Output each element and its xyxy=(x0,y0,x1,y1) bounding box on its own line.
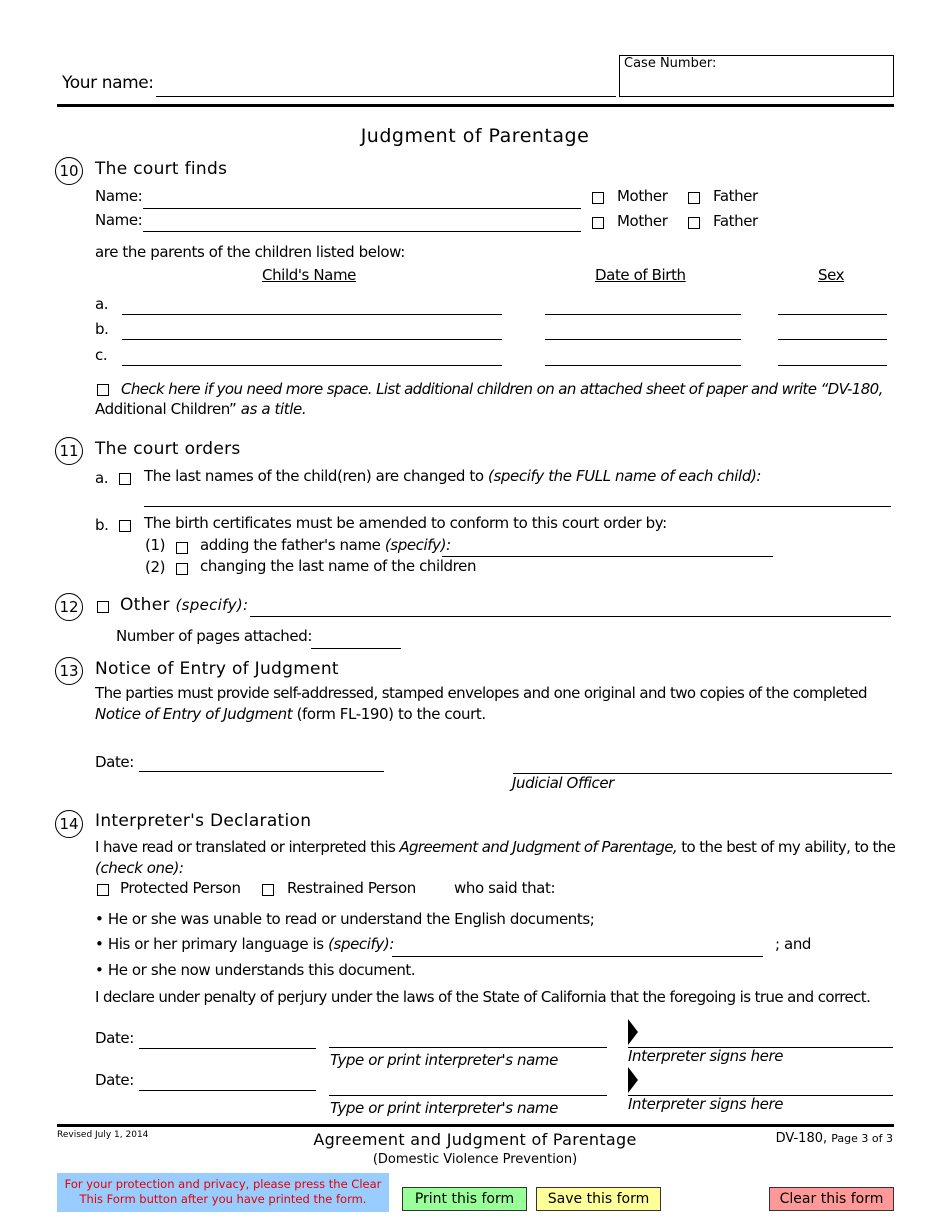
father-checkbox-2[interactable] xyxy=(688,217,700,229)
case-number-box[interactable] xyxy=(619,55,894,97)
declaration-text: I declare under penalty of perjury under the laws of the State of California that the foregoing is true and correct. xyxy=(95,988,871,1006)
child-b-name-input[interactable] xyxy=(122,339,502,340)
father-checkbox-1[interactable] xyxy=(688,192,700,204)
footer-form-subtitle: (Domestic Violence Prevention) xyxy=(372,1152,578,1167)
privacy-notice-line-2: This Form button after you have printed the form. xyxy=(79,1192,367,1206)
row-b-label: b. xyxy=(95,320,109,338)
protected-person-checkbox[interactable] xyxy=(97,884,109,896)
section-14-heading: Interpreter's Declaration xyxy=(95,811,312,831)
other-checkbox[interactable] xyxy=(97,601,109,613)
order-a-specify: (specify the FULL name of each child): xyxy=(488,467,762,485)
other-specify: (specify): xyxy=(175,596,249,614)
mother-label-1: Mother xyxy=(617,187,668,205)
child-a-name-input[interactable] xyxy=(122,314,502,315)
your-name-input[interactable] xyxy=(156,96,616,97)
order-b2-text: changing the last name of the children xyxy=(200,557,477,575)
other-input[interactable] xyxy=(250,616,891,617)
additional-children-title: Additional Children” xyxy=(95,400,237,418)
mother-checkbox-2[interactable] xyxy=(592,217,604,229)
order-a-label: a. xyxy=(95,469,109,487)
protected-person-label: Protected Person xyxy=(120,879,241,897)
footer-form-id xyxy=(776,1131,893,1146)
parent-name-1-input[interactable] xyxy=(143,208,581,209)
primary-language-input[interactable] xyxy=(392,956,763,957)
form-id: DV-180, xyxy=(775,1131,828,1146)
bullet-3-text: He or she now understands this document. xyxy=(107,961,416,979)
sign-arrow-icon xyxy=(628,1019,638,1045)
bullet-2-end: ; and xyxy=(775,935,812,953)
child-a-dob-input[interactable] xyxy=(545,314,741,315)
section-12-number: 12 xyxy=(55,593,83,621)
order-b2-label: (2) xyxy=(145,558,166,576)
date-label-14b: Date: xyxy=(95,1071,134,1089)
new-child-names-input[interactable] xyxy=(144,506,891,507)
section-13-number: 13 xyxy=(55,657,83,685)
order-b1-main-text: adding the father's name xyxy=(200,536,385,554)
restrained-person-label: Restrained Person xyxy=(287,879,416,897)
interpreter-text-1b: to the best of my ability, to the xyxy=(677,838,896,856)
notice-form-name: Notice of Entry of Judgment xyxy=(95,705,293,723)
section-10-heading: The court finds xyxy=(95,159,228,179)
order-a-text xyxy=(144,467,761,485)
header-rule xyxy=(57,104,894,107)
father-label-1: Father xyxy=(713,187,758,205)
col-sex: Sex xyxy=(818,266,845,284)
bullet-2: • His or her primary language is (specify): xyxy=(95,935,394,953)
page-number: Page 3 of 3 xyxy=(831,1132,893,1145)
notice-form-ref: (form FL-190) to the court. xyxy=(292,705,486,723)
notice-text-2 xyxy=(95,705,486,723)
more-space-text-2 xyxy=(95,400,306,418)
more-space-text-1: Check here if you need more space. List additional children on an attached sheet of paper and write “DV-180, xyxy=(121,380,883,398)
judicial-officer-label: Judicial Officer xyxy=(512,774,614,792)
order-b1-text xyxy=(200,536,451,554)
order-b-checkbox[interactable] xyxy=(119,520,131,532)
more-space-checkbox[interactable] xyxy=(97,384,109,396)
clear-form-button[interactable]: Clear this form xyxy=(769,1187,894,1211)
save-form-button[interactable]: Save this form xyxy=(536,1187,661,1211)
date-label-13: Date: xyxy=(95,753,134,771)
notice-text-1: The parties must provide self-addressed, stamped envelopes and one original and two copies of the completed xyxy=(95,684,867,702)
section-14-number: 14 xyxy=(55,810,83,838)
as-a-title: as a title. xyxy=(236,400,307,418)
child-c-name-input[interactable] xyxy=(122,365,502,366)
signs-here-label-2: Interpreter signs here xyxy=(628,1095,784,1113)
footer-rule xyxy=(57,1124,894,1127)
print-form-button[interactable]: Print this form xyxy=(402,1187,527,1211)
order-b-text: The birth certificates must be amended to conform to this court order by: xyxy=(144,514,667,532)
bullet-3: • He or she now understands this document. xyxy=(95,961,416,979)
signs-here-label-1: Interpreter signs here xyxy=(628,1047,784,1065)
pages-attached-label: Number of pages attached: xyxy=(116,627,313,645)
section-10-number: 10 xyxy=(55,157,83,185)
print-name-label-2: Type or print interpreter's name xyxy=(330,1099,558,1117)
child-c-dob-input[interactable] xyxy=(545,365,741,366)
bullet-1-text: He or she was unable to read or understand the English documents; xyxy=(107,910,595,928)
privacy-notice xyxy=(57,1173,389,1212)
footer-form-title: Agreement and Judgment of Parentage xyxy=(313,1130,637,1149)
print-name-label-1: Type or print interpreter's name xyxy=(330,1051,558,1069)
name-label-2: Name: xyxy=(95,211,143,229)
child-c-sex-input[interactable] xyxy=(778,365,887,366)
mother-label-2: Mother xyxy=(617,212,668,230)
row-a-label: a. xyxy=(95,295,109,313)
privacy-notice-line-1: For your protection and privacy, please press the Clear xyxy=(64,1177,382,1191)
bullet-2-specify: (specify): xyxy=(328,935,394,953)
revised-date: Revised July 1, 2014 xyxy=(57,1130,149,1140)
order-b1-checkbox[interactable] xyxy=(176,542,188,554)
col-child-name: Child's Name xyxy=(262,266,356,284)
order-b1-label: (1) xyxy=(145,536,166,554)
interpreter-date-2-input[interactable] xyxy=(139,1090,316,1091)
order-b1-specify: (specify): xyxy=(384,536,451,554)
father-label-2: Father xyxy=(713,212,758,230)
interpreter-name-1-input[interactable] xyxy=(329,1047,607,1048)
check-one-text: (check one): xyxy=(95,859,184,877)
other-heading xyxy=(120,595,248,615)
col-date-of-birth: Date of Birth xyxy=(595,266,686,284)
section-11-heading: The court orders xyxy=(95,439,241,459)
mother-checkbox-1[interactable] xyxy=(592,192,604,204)
child-b-sex-input[interactable] xyxy=(778,339,887,340)
pages-attached-input[interactable] xyxy=(311,648,401,649)
interpreter-doc-name: Agreement and Judgment of Parentage, xyxy=(399,838,678,856)
judgment-date-input[interactable] xyxy=(139,771,384,772)
bullet-2-text: His or her primary language is xyxy=(107,935,329,953)
your-name-label: Your name: xyxy=(62,73,154,93)
interpreter-text-1 xyxy=(95,838,895,856)
bullet-1: • He or she was unable to read or understand the English documents; xyxy=(95,910,595,928)
date-label-14a: Date: xyxy=(95,1029,134,1047)
other-label: Other xyxy=(120,595,176,615)
order-a-checkbox[interactable] xyxy=(119,473,131,485)
order-a-main-text: The last names of the child(ren) are changed to xyxy=(144,467,489,485)
order-b2-checkbox[interactable] xyxy=(176,563,188,575)
restrained-person-checkbox[interactable] xyxy=(262,884,274,896)
interpreter-date-1-input[interactable] xyxy=(139,1048,316,1049)
page-title: Judgment of Parentage xyxy=(360,125,590,147)
section-11-number: 11 xyxy=(55,437,83,465)
child-a-sex-input[interactable] xyxy=(778,314,887,315)
parents-text: are the parents of the children listed below: xyxy=(95,243,405,261)
father-name-input[interactable] xyxy=(442,556,773,557)
section-13-heading: Notice of Entry of Judgment xyxy=(95,659,339,679)
case-number-label: Case Number: xyxy=(624,56,717,71)
sign-arrow-icon xyxy=(628,1067,638,1093)
row-c-label: c. xyxy=(95,346,108,364)
parent-name-2-input[interactable] xyxy=(143,231,581,232)
who-said-text: who said that: xyxy=(454,879,556,897)
order-b-label: b. xyxy=(95,516,109,534)
interpreter-name-2-input[interactable] xyxy=(329,1095,607,1096)
interpreter-text-1a: I have read or translated or interpreted this xyxy=(95,838,400,856)
name-label-1: Name: xyxy=(95,187,143,205)
child-b-dob-input[interactable] xyxy=(545,339,741,340)
